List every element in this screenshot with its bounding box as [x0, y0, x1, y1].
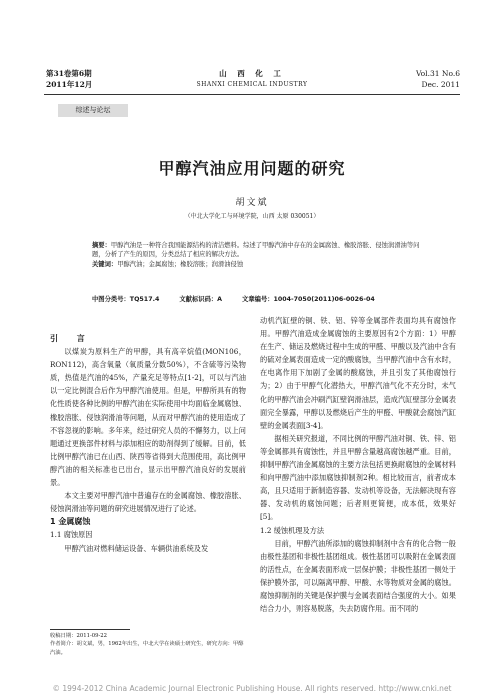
- keywords-text: 甲醇汽油；金属腐蚀；橡胶溶胀；润滑油侵蚀: [117, 260, 244, 268]
- article-title: 甲醇汽油应用问题的研究: [158, 159, 346, 178]
- subsection-heading-1-2: 1.2 缓蚀机理及方法: [260, 525, 325, 535]
- document-code: 文献标识码：A: [179, 296, 223, 303]
- section-1-1-paragraph: 甲醇汽油对燃料储运设备、车辆供油系统及发: [64, 543, 209, 553]
- keywords-label: 关键词：: [92, 260, 118, 268]
- volume-issue-en: Vol.31 No.6: [415, 69, 460, 78]
- author-name: 胡文斌: [235, 198, 269, 208]
- received-date: 收稿日期：2011-09-22: [50, 633, 108, 639]
- intro-heading: 引 言: [50, 334, 93, 343]
- issue-date-en: Dec. 2011: [421, 80, 460, 89]
- volume-issue: 第31卷第6期: [46, 69, 92, 78]
- right-paragraph-3: 目前，甲醇汽油所添加的腐蚀抑制剂中含有的化合物一般由极性基团和非极性基团组成。极性基团可以吸附在金属表面的活性点，在金属表面形成一层保护膜；非极性基团一侧处于保护膜外部，可以隔离甲醇、甲酸、水等物质对金属的腐蚀。腐蚀抑制剂的关键是保护膜与金属表面结合强度的大小。如果结合力小，则容易脱落，失去防腐作用。而不同的: [260, 538, 456, 614]
- article-number: 文章编号：1004-7050(2011)06-0026-04: [242, 296, 375, 303]
- clc-number: 中图分类号：TQ517.4: [92, 296, 160, 303]
- classification-line: [92, 295, 422, 304]
- journal-name-en: SHANXI CHEMICAL INDUSTRY: [196, 81, 308, 88]
- section-tag: 综述与论坛: [58, 104, 128, 117]
- intro-paragraph-1: 以煤炭为原料生产的甲醇，具有高辛烷值(MON106，RON112)，高含氧量（氧质量分数50%），不含硫等污染物质，热值是汽油的45%，产量充足等特点[1-2]，可以与汽油以一定比例混合后作为甲醇汽油使用。但是，甲醇所具有的物化性质使各种比例的甲醇汽油在实际使用中均面临金属腐蚀、橡胶溶胀、侵蚀润滑油等问题，从而对甲醇汽油的使用造成了不容忽视的影响。多年来，经过研究人员的不懈努力，以上问题通过更换部件材料与添加相应的助剂得到了缓解。目前，低比例甲醇汽油已在山西、陕西等省得到大范围使用，高比例甲醇汽油的相关标准也已出台，显示出甲醇汽油良好的发展前景。: [50, 347, 246, 488]
- author-bio: 作者简介：胡文斌，男，1962年出生，中北大学在读硕士研究生，研究方向：甲醇汽油。: [50, 641, 244, 656]
- left-column: [50, 332, 246, 555]
- intro-paragraph-2: 本文主要对甲醇汽油中普遍存在的金属腐蚀、橡胶溶胀、侵蚀润滑油等问题的研究进展情况进行了论述。: [50, 491, 246, 514]
- author-affiliation: （中北大学化工与环境学院，山西 太原 030051）: [184, 213, 320, 220]
- journal-issue-info-en: [416, 68, 460, 90]
- header-divider: [44, 94, 460, 95]
- footnote-divider: [50, 629, 130, 630]
- copyright-footer: © 1994-2012 China Academic Journal Electronic Publishing House. All rights reserved. http://www.cnki.net: [52, 684, 452, 693]
- abstract-block: [92, 241, 422, 269]
- issue-date: 2011年12月: [46, 80, 93, 89]
- right-paragraph-2: 据相关研究报道，不同比例的甲醇汽油对铜、铁、锌、铝等金属都具有腐蚀性，并且甲醇含量越高腐蚀越严重。目前，抑制甲醇汽油金属腐蚀的主要方法包括更换耐腐蚀的金属材料和向甲醇汽油中添加腐蚀抑制剂2种。相比较而言，前者成本高，且只适用于新制造容器、发动机等设备，无法解决现有容器、发动机的腐蚀问题；后者则更简便，成本低，效果好[5]。: [260, 433, 456, 522]
- right-column: [260, 314, 456, 615]
- journal-name-cn: 山 西 化 工: [219, 69, 285, 78]
- section-heading-1: 1 金属腐蚀: [50, 517, 91, 527]
- right-paragraph-1: 动机汽缸壁的铜、铁、铝、锌等金属部件表面均具有腐蚀作用。甲醇汽油造成金属腐蚀的主要原因有2个方面：1）甲醇在生产、储运及燃烧过程中生成的甲醛、甲酸以及汽油中含有的硫对金属表面造成一定的酸腐蚀，当甲醇汽油中含有水时，在电离作用下加剧了金属的酸腐蚀，并且引发了其他腐蚀行为；2）由于甲醇气化潜热大，甲醇汽油气化不充分时，未气化的甲醇汽油会冲刷汽缸壁润滑油层，造成汽缸壁部分金属表面完全暴露，甲醇以及燃烧后产生的甲醛、甲酸就会腐蚀汽缸壁的金属表面[3-4]。: [260, 316, 456, 430]
- footnote: [50, 632, 246, 657]
- abstract-label: 摘要：: [92, 242, 111, 249]
- abstract-text: 甲醇汽油是一种符合我国能源结构的清洁燃料。综述了甲醇汽油中存在的金属腐蚀、橡胶溶胀、侵蚀润滑油等问题，分析了产生的原因，分类总结了相应的解决方法。: [92, 242, 420, 259]
- subsection-heading-1-1: 1.1 腐蚀原因: [50, 530, 93, 540]
